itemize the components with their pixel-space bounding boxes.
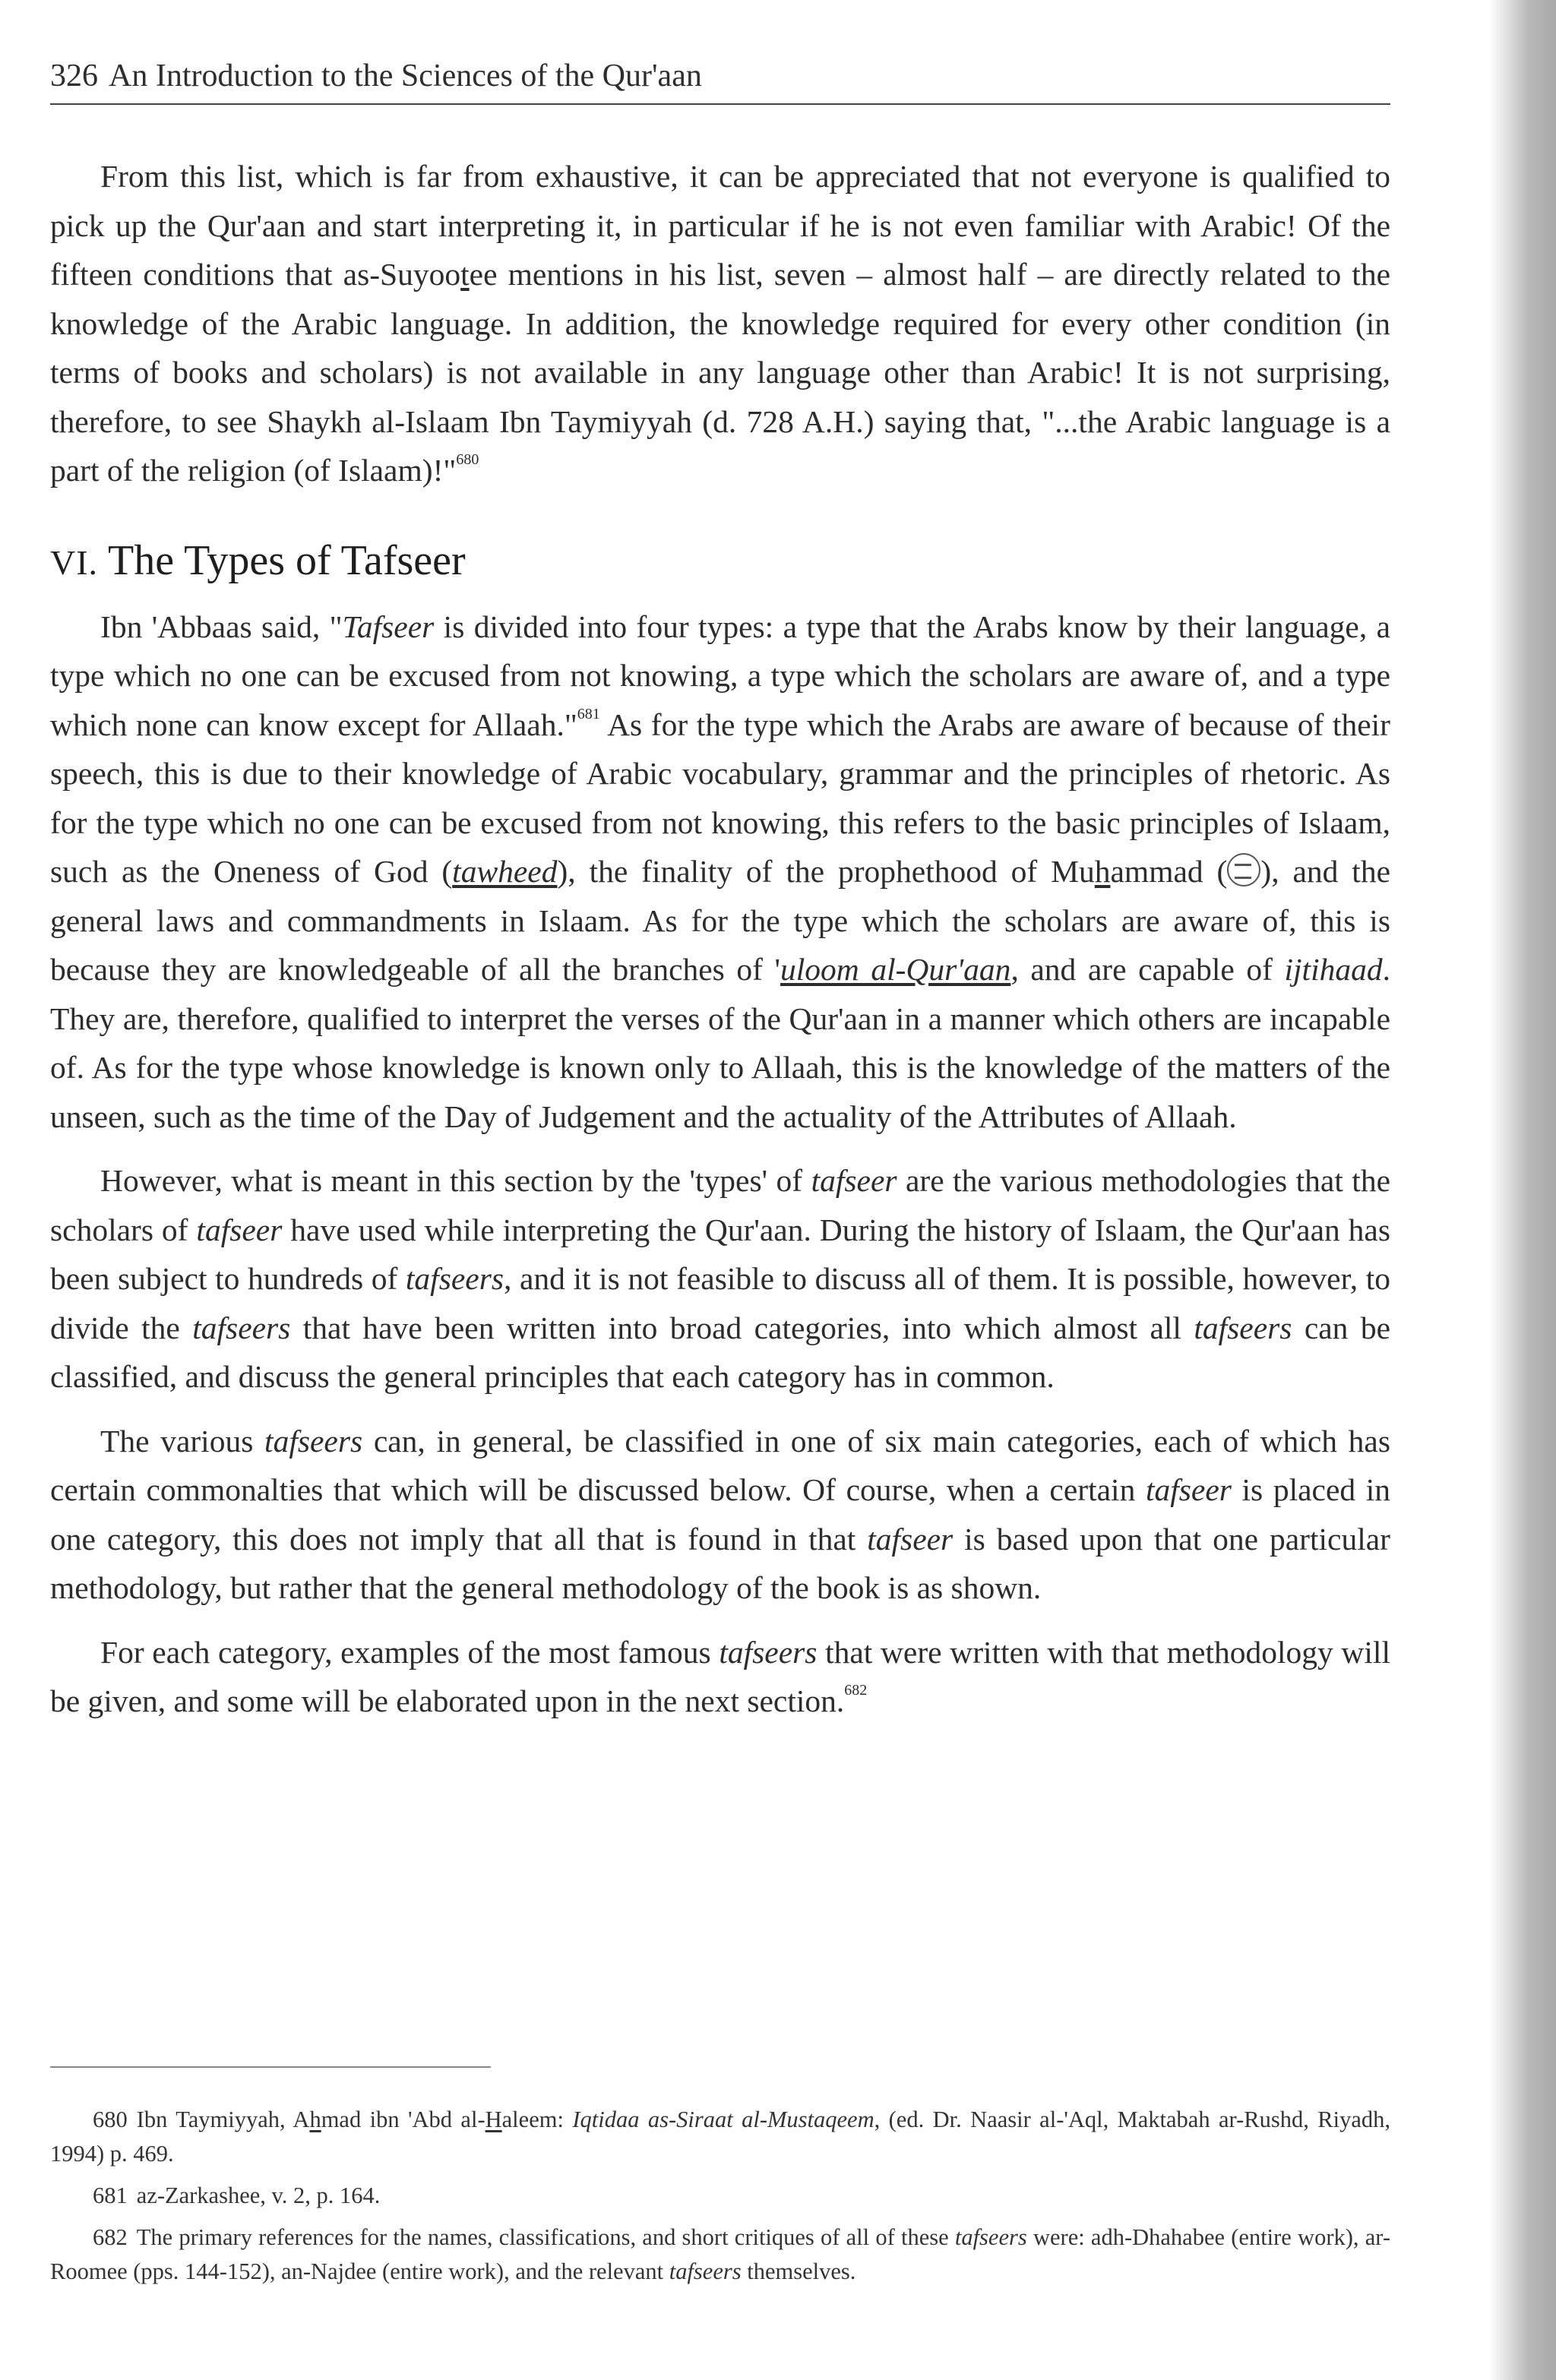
page-number: 326	[50, 58, 98, 93]
text-run: The primary references for the names, classifications, and short critiques of all of these	[136, 2224, 955, 2250]
text-run: that were written with that methodology will be given, and some will be elaborated upon in the next section.	[50, 1634, 1390, 1718]
text-run: have used while interpreting the Qur'aan. During the history of Islaam, the Qur'aan has been subject to hundreds of	[50, 1212, 1390, 1296]
italic-term: tafseer	[196, 1212, 283, 1247]
text-run: , and are capable of	[1010, 952, 1285, 987]
running-title: An Introduction to the Sciences of the Qur'aan	[109, 58, 702, 93]
text-run: can be classified, and discuss the general principles that each category has in common.	[50, 1310, 1390, 1394]
text-run: ammad (	[1110, 854, 1228, 889]
paragraph-2	[50, 602, 1390, 1142]
text-run: were: adh-Dhahabee (entire work), ar-Roomee (pps. 144-152), an-Najdee (entire work), and the relevant	[50, 2224, 1390, 2284]
text-run: Ibn Taymiyyah, A	[136, 2107, 310, 2132]
text-run: However, what is meant in this section by the 'types' of	[100, 1163, 811, 1198]
footnote-divider	[50, 2066, 491, 2068]
text-run: h	[309, 2107, 321, 2132]
paragraph-5	[50, 1628, 1390, 1726]
salawat-icon	[1227, 853, 1260, 887]
italic-term: tafseers	[669, 2258, 742, 2284]
footnote-682	[50, 2220, 1390, 2289]
paragraph-4	[50, 1417, 1390, 1613]
footnote-number: 682	[93, 2224, 128, 2250]
section-number: VI.	[50, 542, 99, 582]
text-run: az-Zarkashee, v. 2, p. 164.	[136, 2182, 381, 2208]
italic-term: ijtihaad	[1284, 952, 1383, 987]
text-run: ee mentions in his list, seven – almost half – are directly related to the knowledge of the Arabic language. In addition, the knowledge required for every other condition (in terms of books and scholars) is not available in any language other than Arabic! It is not surprising, therefore, to see Shaykh al-Islaam Ibn Taymiyyah (d. 728 A.H.) saying that, "...the Arabic language is a part of the religion (of Islaam)!"	[50, 257, 1390, 488]
italic-term: tafseer	[1145, 1472, 1232, 1507]
footnote-number: 680	[93, 2107, 128, 2132]
italic-term: tawheed	[452, 854, 558, 889]
footnote-ref-681[interactable]: 681	[577, 705, 600, 722]
italic-term: Tafseer	[342, 608, 435, 644]
italic-term: tafseers	[192, 1310, 291, 1345]
italic-term: uloom al-Qur'aan	[780, 952, 1011, 987]
text-run: is placed in one category, this does not imply that all that is found in that	[50, 1472, 1391, 1557]
footnote-ref-682[interactable]: 682	[844, 1682, 868, 1699]
text-run: From this list, which is far from exhaustive, it can be appreciated that not everyone is qualified to pick up the Qur'aan and start interpreting it, in particular if he is not even familiar with Arabic! Of the fifteen conditions that as-Suyoo	[50, 159, 1390, 292]
italic-term: tafseer	[867, 1521, 954, 1557]
text-run: t	[460, 257, 470, 292]
footnote-681	[50, 2179, 1390, 2213]
paragraph-1	[50, 152, 1390, 495]
text-run: For each category, examples of the most famous	[100, 1634, 719, 1670]
text-run: , and it is not feasible to discuss all of them. It is possible, however, to divide the	[50, 1261, 1390, 1345]
text-run: Ibn 'Abbaas said, "	[100, 608, 343, 644]
text-run: is based upon that one particular methodology, but rather that the general methodology of the book is as shown.	[50, 1521, 1390, 1605]
text-run: The various	[100, 1423, 265, 1459]
section-heading	[50, 530, 1390, 593]
running-header	[50, 53, 1390, 105]
text-run: , (ed. Dr. Naasir al-'Aql, Maktabah ar-Rushd, Riyadh, 1994) p. 469.	[50, 2107, 1390, 2167]
text-run: mad ibn 'Abd al-	[321, 2107, 485, 2132]
paragraph-3	[50, 1156, 1390, 1402]
footnote-ref-680[interactable]: 680	[456, 451, 479, 468]
text-run: As for the type which the Arabs are aware of because of their speech, this is due to their knowledge of Arabic vocabulary, grammar and the principles of rhetoric. As for the type which no one can be excused from not knowing, this refers to the basic principles of Islaam, such as the Oneness of God (	[50, 706, 1390, 889]
italic-term: tafseer	[811, 1163, 897, 1198]
italic-term: tafseers	[405, 1261, 504, 1296]
main-text	[50, 152, 1390, 1741]
footnote-680	[50, 2103, 1390, 2171]
italic-title: Iqtidaa as-Siraat al-Mustaqeem	[572, 2107, 874, 2132]
text-run: aleem:	[501, 2107, 573, 2132]
text-run: themselves.	[741, 2258, 856, 2284]
page-gutter-shadow	[1489, 0, 1556, 2380]
text-run: are the various methodologies that the scholars of	[50, 1163, 1390, 1247]
footnotes	[50, 2103, 1390, 2296]
text-run: is divided into four types: a type that the Arabs know by their language, a type which no one can be excused from not knowing, a type which the scholars are aware of, and a type which none can know except for Allaah."	[50, 608, 1390, 742]
italic-term: tafseers	[1194, 1310, 1292, 1345]
text-run: ), the finality of the prophethood of Mu	[557, 854, 1095, 889]
italic-term: tafseers	[954, 2224, 1027, 2250]
text-run: H	[485, 2107, 502, 2132]
text-run: . They are, therefore, qualified to interpret the verses of the Qur'aan in a manner which others are incapable of. As for the type whose knowledge is known only to Allaah, this is the knowledge of the matters of the unseen, such as the time of the Day of Judgement and the actuality of the Attributes of Allaah.	[50, 952, 1390, 1134]
text-run: that have been written into broad categories, into which almost all	[290, 1310, 1194, 1345]
italic-term: tafseers	[719, 1634, 818, 1670]
text-run: h	[1094, 854, 1111, 889]
text-run: ), and the general laws and commandments in Islaam. As for the type which the scholars are aware of, this is because they are knowledgeable of all the branches of '	[50, 854, 1390, 987]
italic-term: tafseers	[264, 1423, 363, 1459]
section-title: The Types of Tafseer	[108, 536, 466, 584]
footnote-number: 681	[93, 2182, 128, 2208]
text-run: can, in general, be classified in one of six main categories, each of which has certain commonalties that which will be discussed below. Of course, when a certain	[50, 1423, 1390, 1507]
